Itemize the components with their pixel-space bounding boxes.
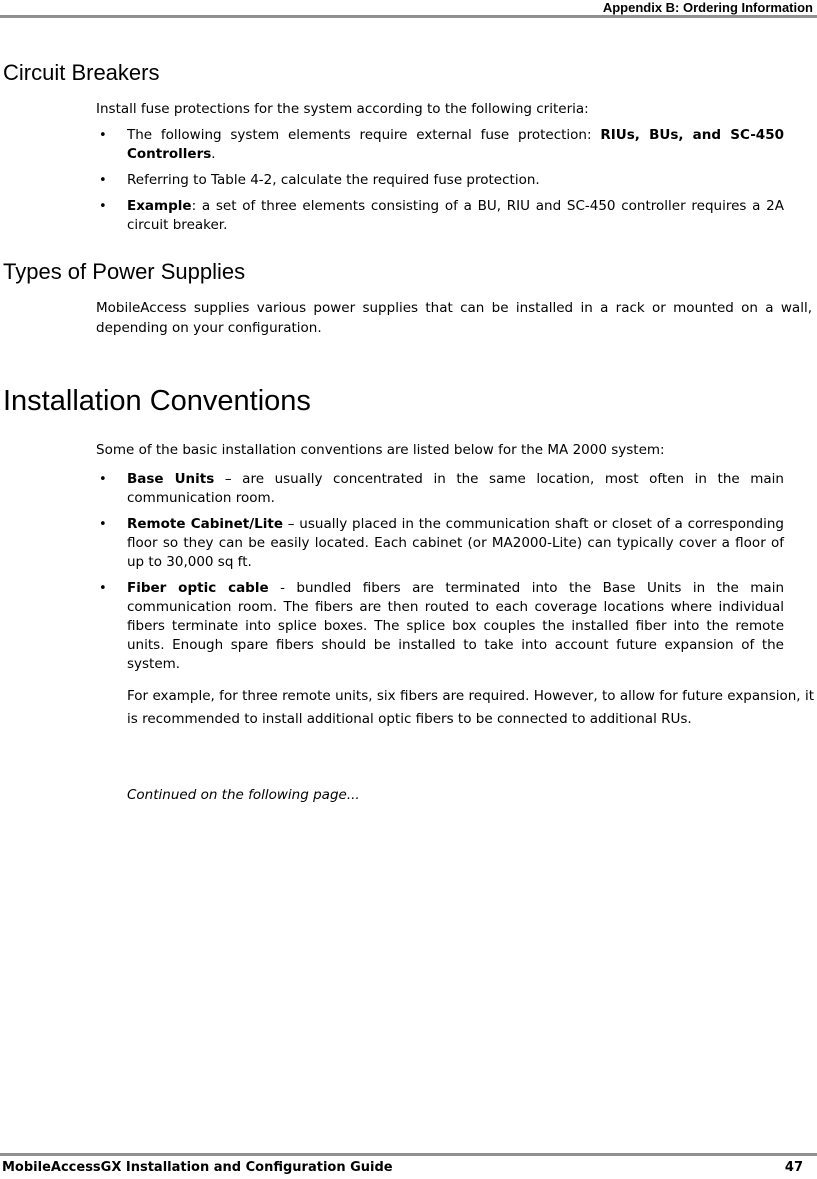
footer-guide-title: MobileAccessGX Installation and Configuration Guide (2, 1160, 393, 1175)
circuit-breakers-list (96, 126, 784, 242)
header-divider (0, 15, 817, 18)
installation-conventions-heading: Installation Conventions (3, 385, 311, 417)
list-item-bold: Example (127, 198, 192, 214)
list-item (96, 197, 784, 235)
list-item-text: – usually placed in the communication shaft or closet of a corresponding floor so they can be easily located. Each cabinet (or MA2000-Lite) can typically cover a floor of up to 30,000 sq ft. (127, 516, 784, 570)
bullet-icon: • (99, 173, 107, 188)
bullet-icon: • (99, 517, 107, 532)
list-item (96, 171, 784, 190)
installation-example: For example, for three remote units, six fibers are required. However, to allow for future expansion, it is recommended to install additional optic fibers to be connected to additional RUs. (127, 688, 814, 727)
list-item-text: The following system elements require external fuse protection: (127, 127, 601, 143)
installation-list (96, 470, 784, 681)
list-item-bold: Fiber optic cable (127, 580, 269, 596)
footer-divider (0, 1153, 817, 1156)
list-item-end: . (211, 146, 216, 162)
bullet-icon: • (99, 472, 107, 487)
page-number: 47 (784, 1160, 803, 1175)
bullet-icon: • (99, 128, 107, 143)
list-item-bold: Base Units (127, 471, 215, 487)
page-header-title: Appendix B: Ordering Information (602, 0, 813, 15)
list-item-bold: RIUs, BUs, and SC-450 Controllers (127, 127, 784, 162)
installation-intro: Some of the basic installation conventions are listed below for the MA 2000 system: (96, 442, 665, 458)
bullet-icon: • (99, 581, 107, 596)
circuit-breakers-heading: Circuit Breakers (3, 60, 160, 85)
continued-note: Continued on the following page... (127, 787, 360, 803)
list-item-text: : a set of three elements consisting of a BU, RIU and SC-450 controller requires a 2A circuit breaker. (127, 198, 784, 233)
list-item-text: - bundled fibers are terminated into the Base Units in the main communication room. The fibers are then routed to each coverage locations where individual fibers terminate into splice boxes. The splice box couples the installed fiber into the remote units. Enough spare fibers should be installed to take into account future expansion of the system. (127, 580, 784, 672)
list-item-text: Referring to Table 4-2, calculate the required fuse protection. (127, 172, 540, 188)
list-item-text: – are usually concentrated in the same location, most often in the main communication room. (127, 471, 784, 506)
list-item (96, 470, 784, 508)
list-item (96, 126, 784, 164)
power-supplies-text: MobileAccess supplies various power supplies that can be installed in a rack or mounted on a wall, depending on your configuration. (96, 300, 812, 336)
list-item-bold: Remote Cabinet/Lite (127, 516, 283, 532)
power-supplies-heading: Types of Power Supplies (3, 259, 246, 284)
circuit-breakers-intro: Install fuse protections for the system according to the following criteria: (96, 101, 589, 117)
list-item (96, 579, 784, 674)
bullet-icon: • (99, 199, 107, 214)
list-item (96, 515, 784, 572)
